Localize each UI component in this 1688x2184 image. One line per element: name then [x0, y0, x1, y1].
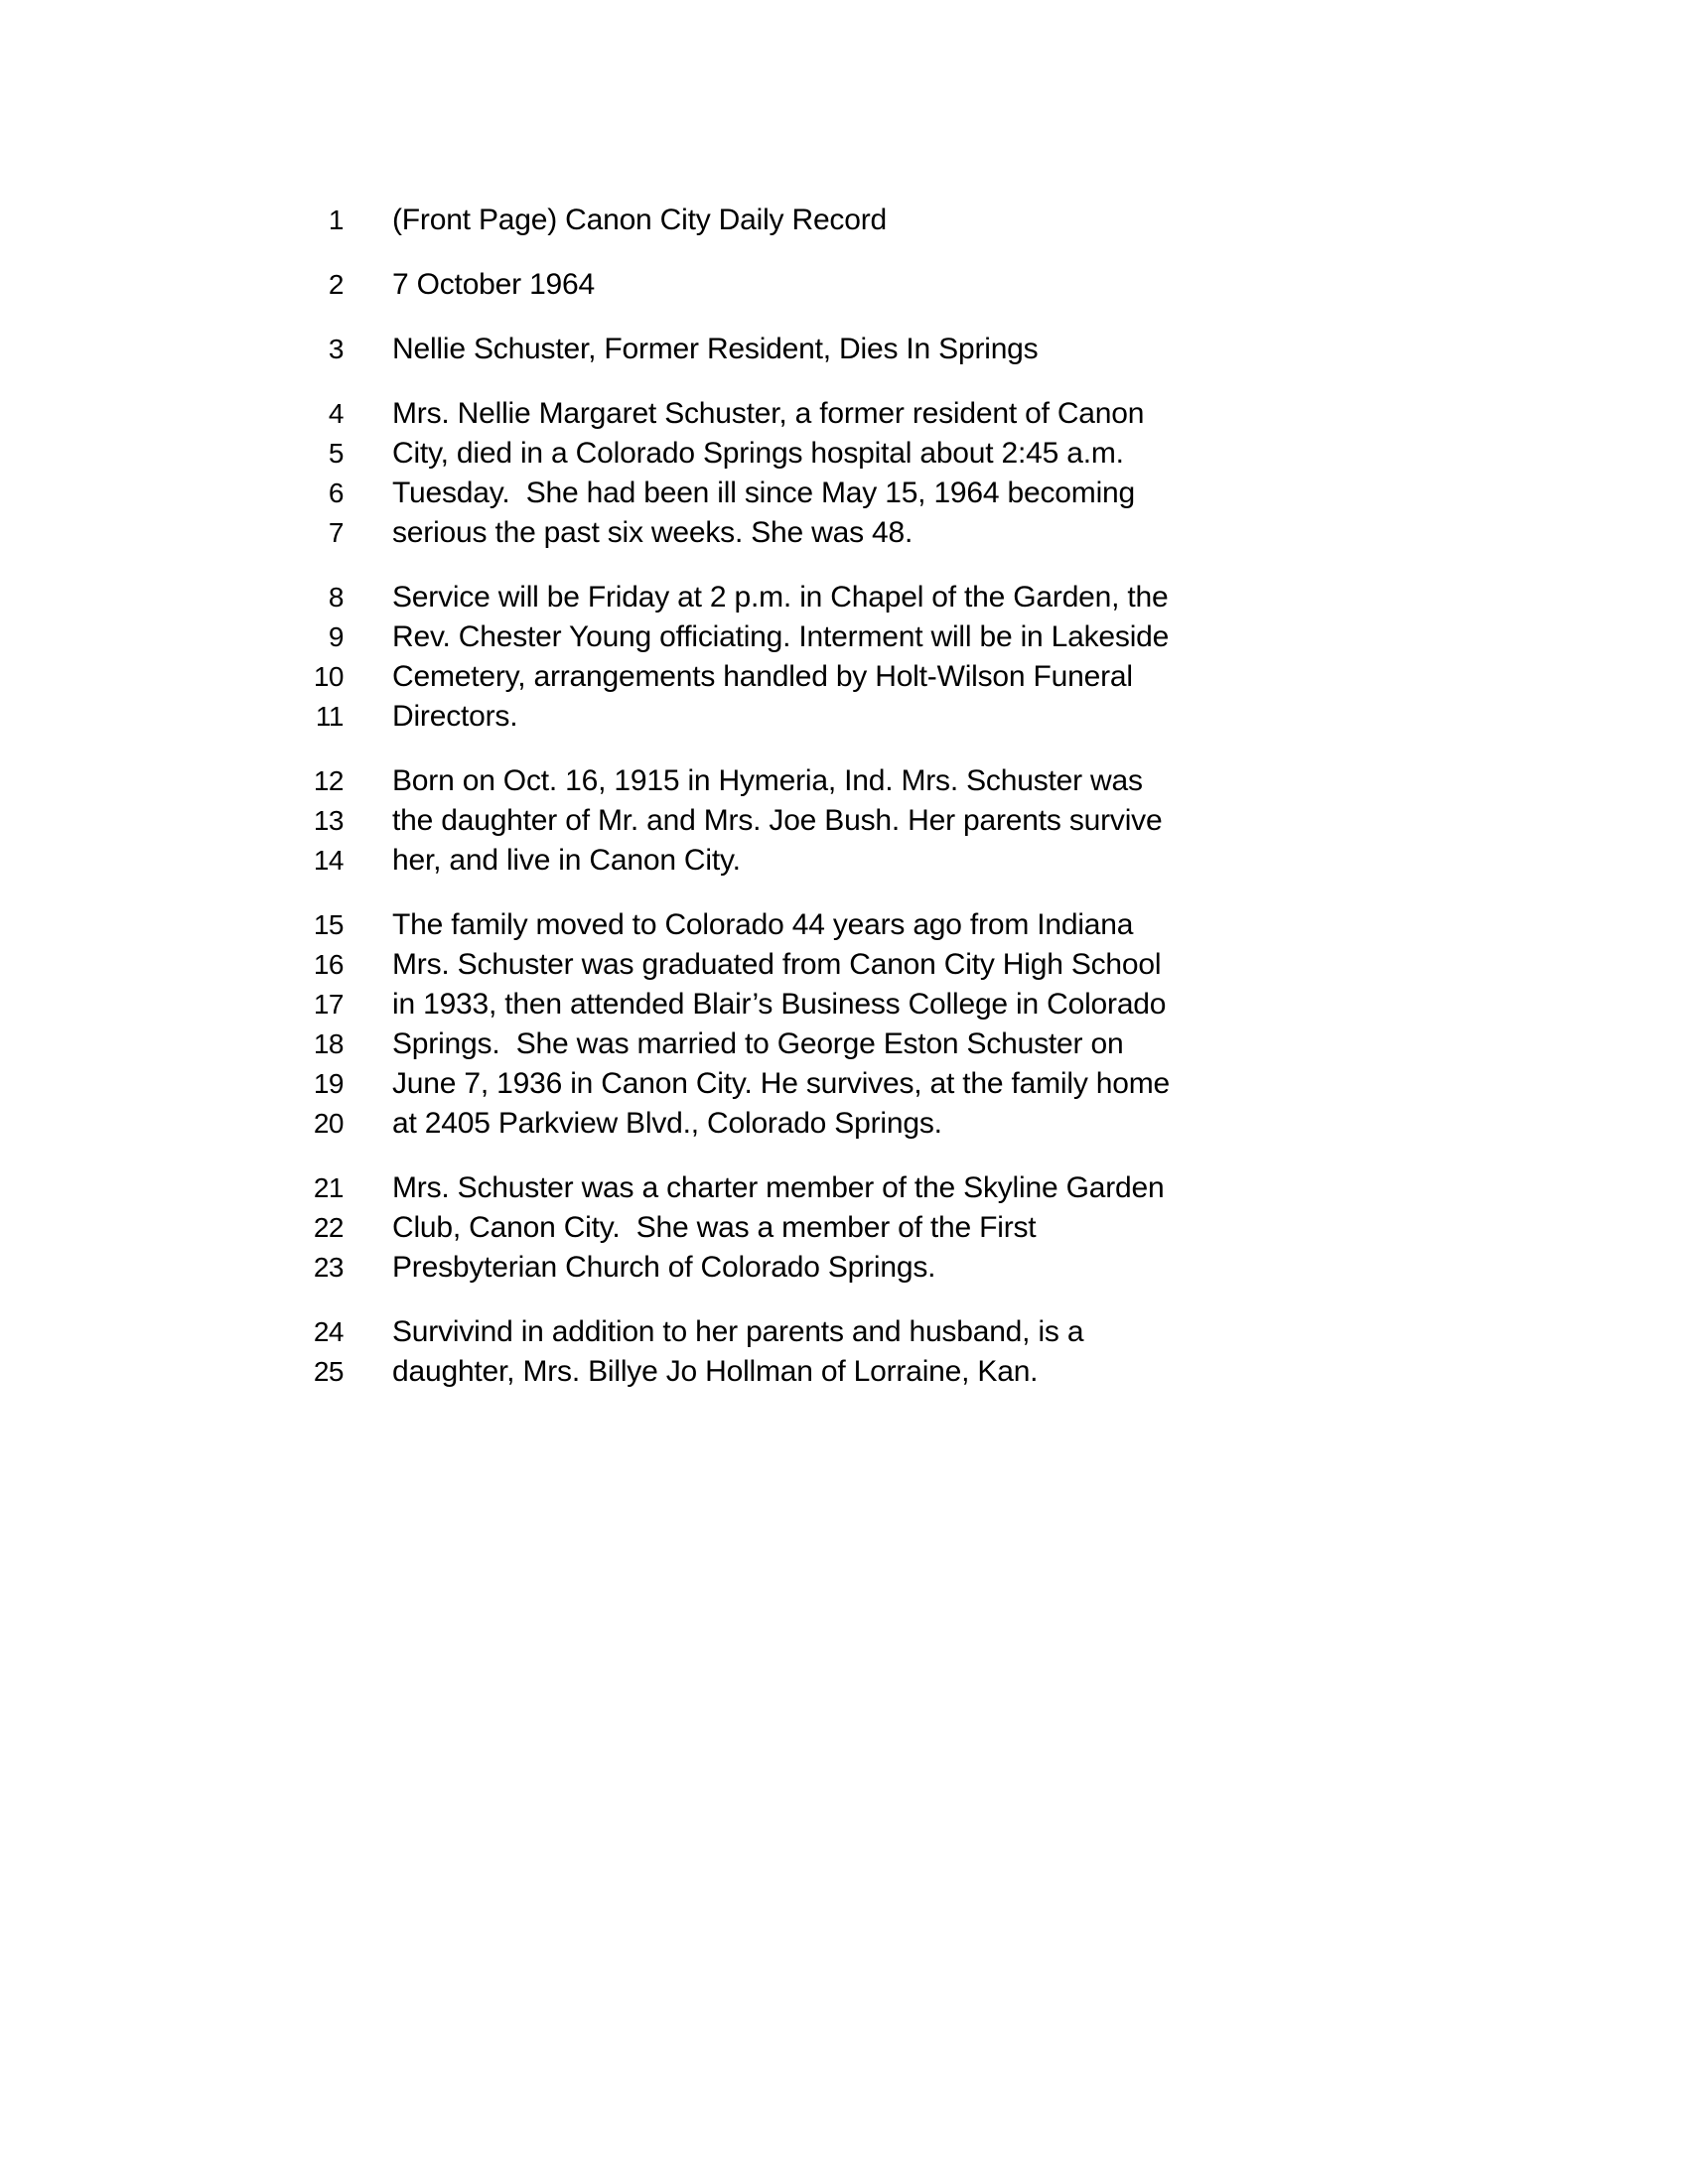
line-text: Directors. — [392, 700, 518, 733]
line-text: Mrs. Nellie Margaret Schuster, a former resident of Canon — [392, 397, 1145, 430]
line-number: 17 — [313, 989, 344, 1020]
line-number: 14 — [313, 845, 344, 876]
line-number: 3 — [328, 334, 344, 364]
line-text: in 1933, then attended Blair’s Business College in Colorado — [392, 988, 1167, 1021]
line-number: 7 — [328, 517, 344, 548]
transcript-line — [278, 394, 1170, 434]
line-text: Service will be Friday at 2 p.m. in Chapel of the Garden, the — [392, 581, 1169, 614]
line-text: Mrs. Schuster was graduated from Canon City High School — [392, 948, 1162, 981]
line-number: 9 — [328, 621, 344, 652]
line-text: Club, Canon City. She was a member of the First — [392, 1211, 1037, 1244]
line-number: 23 — [313, 1252, 344, 1283]
transcript-line — [278, 1168, 1170, 1208]
line-number: 5 — [328, 438, 344, 469]
paragraph — [278, 394, 1170, 553]
transcript-line — [278, 761, 1170, 801]
paragraph — [278, 578, 1170, 737]
paragraph — [278, 265, 1170, 305]
transcript-line — [278, 905, 1170, 945]
transcript-line — [278, 841, 1170, 881]
transcript-line — [278, 801, 1170, 841]
line-number: 12 — [313, 765, 344, 796]
paragraph — [278, 1312, 1170, 1392]
line-number: 25 — [313, 1356, 344, 1387]
line-number: 1 — [328, 205, 344, 235]
line-text: serious the past six weeks. She was 48. — [392, 516, 914, 549]
line-number: 11 — [315, 701, 344, 732]
line-number: 10 — [313, 661, 344, 692]
line-number: 2 — [328, 269, 344, 300]
paragraph — [278, 905, 1170, 1144]
line-text: at 2405 Parkview Blvd., Colorado Springs. — [392, 1107, 942, 1140]
transcript-line — [278, 945, 1170, 985]
transcript-line — [278, 474, 1170, 513]
transcript-line — [278, 1312, 1170, 1352]
line-text: Tuesday. She had been ill since May 15, 1964 becoming — [392, 477, 1136, 509]
line-text: daughter, Mrs. Billye Jo Hollman of Lorraine, Kan. — [392, 1355, 1039, 1388]
transcript-line — [278, 697, 1170, 737]
transcript-line — [278, 617, 1170, 657]
transcript-line — [278, 201, 1170, 240]
line-text: (Front Page) Canon City Daily Record — [392, 204, 887, 236]
line-text: Mrs. Schuster was a charter member of the Skyline Garden — [392, 1171, 1165, 1204]
line-text: Born on Oct. 16, 1915 in Hymeria, Ind. Mrs. Schuster was — [392, 764, 1143, 797]
transcript-body — [278, 201, 1170, 1417]
line-number: 19 — [313, 1068, 344, 1099]
line-text: 7 October 1964 — [392, 268, 596, 301]
line-number: 8 — [328, 582, 344, 613]
line-number: 15 — [313, 909, 344, 940]
transcript-line — [278, 578, 1170, 617]
line-number: 13 — [313, 805, 344, 836]
line-number: 24 — [313, 1316, 344, 1347]
line-text: Survivind in addition to her parents and husband, is a — [392, 1315, 1084, 1348]
line-text: her, and live in Canon City. — [392, 844, 741, 877]
paragraph — [278, 1168, 1170, 1288]
transcript-line — [278, 1208, 1170, 1248]
transcript-line — [278, 1248, 1170, 1288]
transcript-line — [278, 265, 1170, 305]
paragraph — [278, 761, 1170, 881]
line-number: 21 — [313, 1172, 344, 1203]
line-text: Rev. Chester Young officiating. Interment will be in Lakeside — [392, 620, 1170, 653]
line-text: Presbyterian Church of Colorado Springs. — [392, 1251, 936, 1284]
transcript-line — [278, 985, 1170, 1024]
line-number: 4 — [328, 398, 344, 429]
transcript-line — [278, 1024, 1170, 1064]
transcript-line — [278, 1064, 1170, 1104]
line-text: City, died in a Colorado Springs hospital about 2:45 a.m. — [392, 437, 1124, 470]
line-number: 22 — [313, 1212, 344, 1243]
transcript-line — [278, 434, 1170, 474]
line-number: 6 — [328, 478, 344, 508]
paragraph — [278, 330, 1170, 369]
line-text: Nellie Schuster, Former Resident, Dies In Springs — [392, 333, 1039, 365]
line-number: 18 — [313, 1028, 344, 1059]
line-text: the daughter of Mr. and Mrs. Joe Bush. Her parents survive — [392, 804, 1163, 837]
line-text: June 7, 1936 in Canon City. He survives, at the family home — [392, 1067, 1171, 1100]
line-text: Cemetery, arrangements handled by Holt-Wilson Funeral — [392, 660, 1133, 693]
line-text: The family moved to Colorado 44 years ago from Indiana — [392, 908, 1134, 941]
transcript-line — [278, 1352, 1170, 1392]
transcript-line — [278, 513, 1170, 553]
line-number: 20 — [313, 1108, 344, 1139]
line-number: 16 — [313, 949, 344, 980]
transcript-line — [278, 1104, 1170, 1144]
line-text: Springs. She was married to George Eston Schuster on — [392, 1027, 1124, 1060]
transcript-line — [278, 330, 1170, 369]
paragraph — [278, 201, 1170, 240]
transcript-line — [278, 657, 1170, 697]
